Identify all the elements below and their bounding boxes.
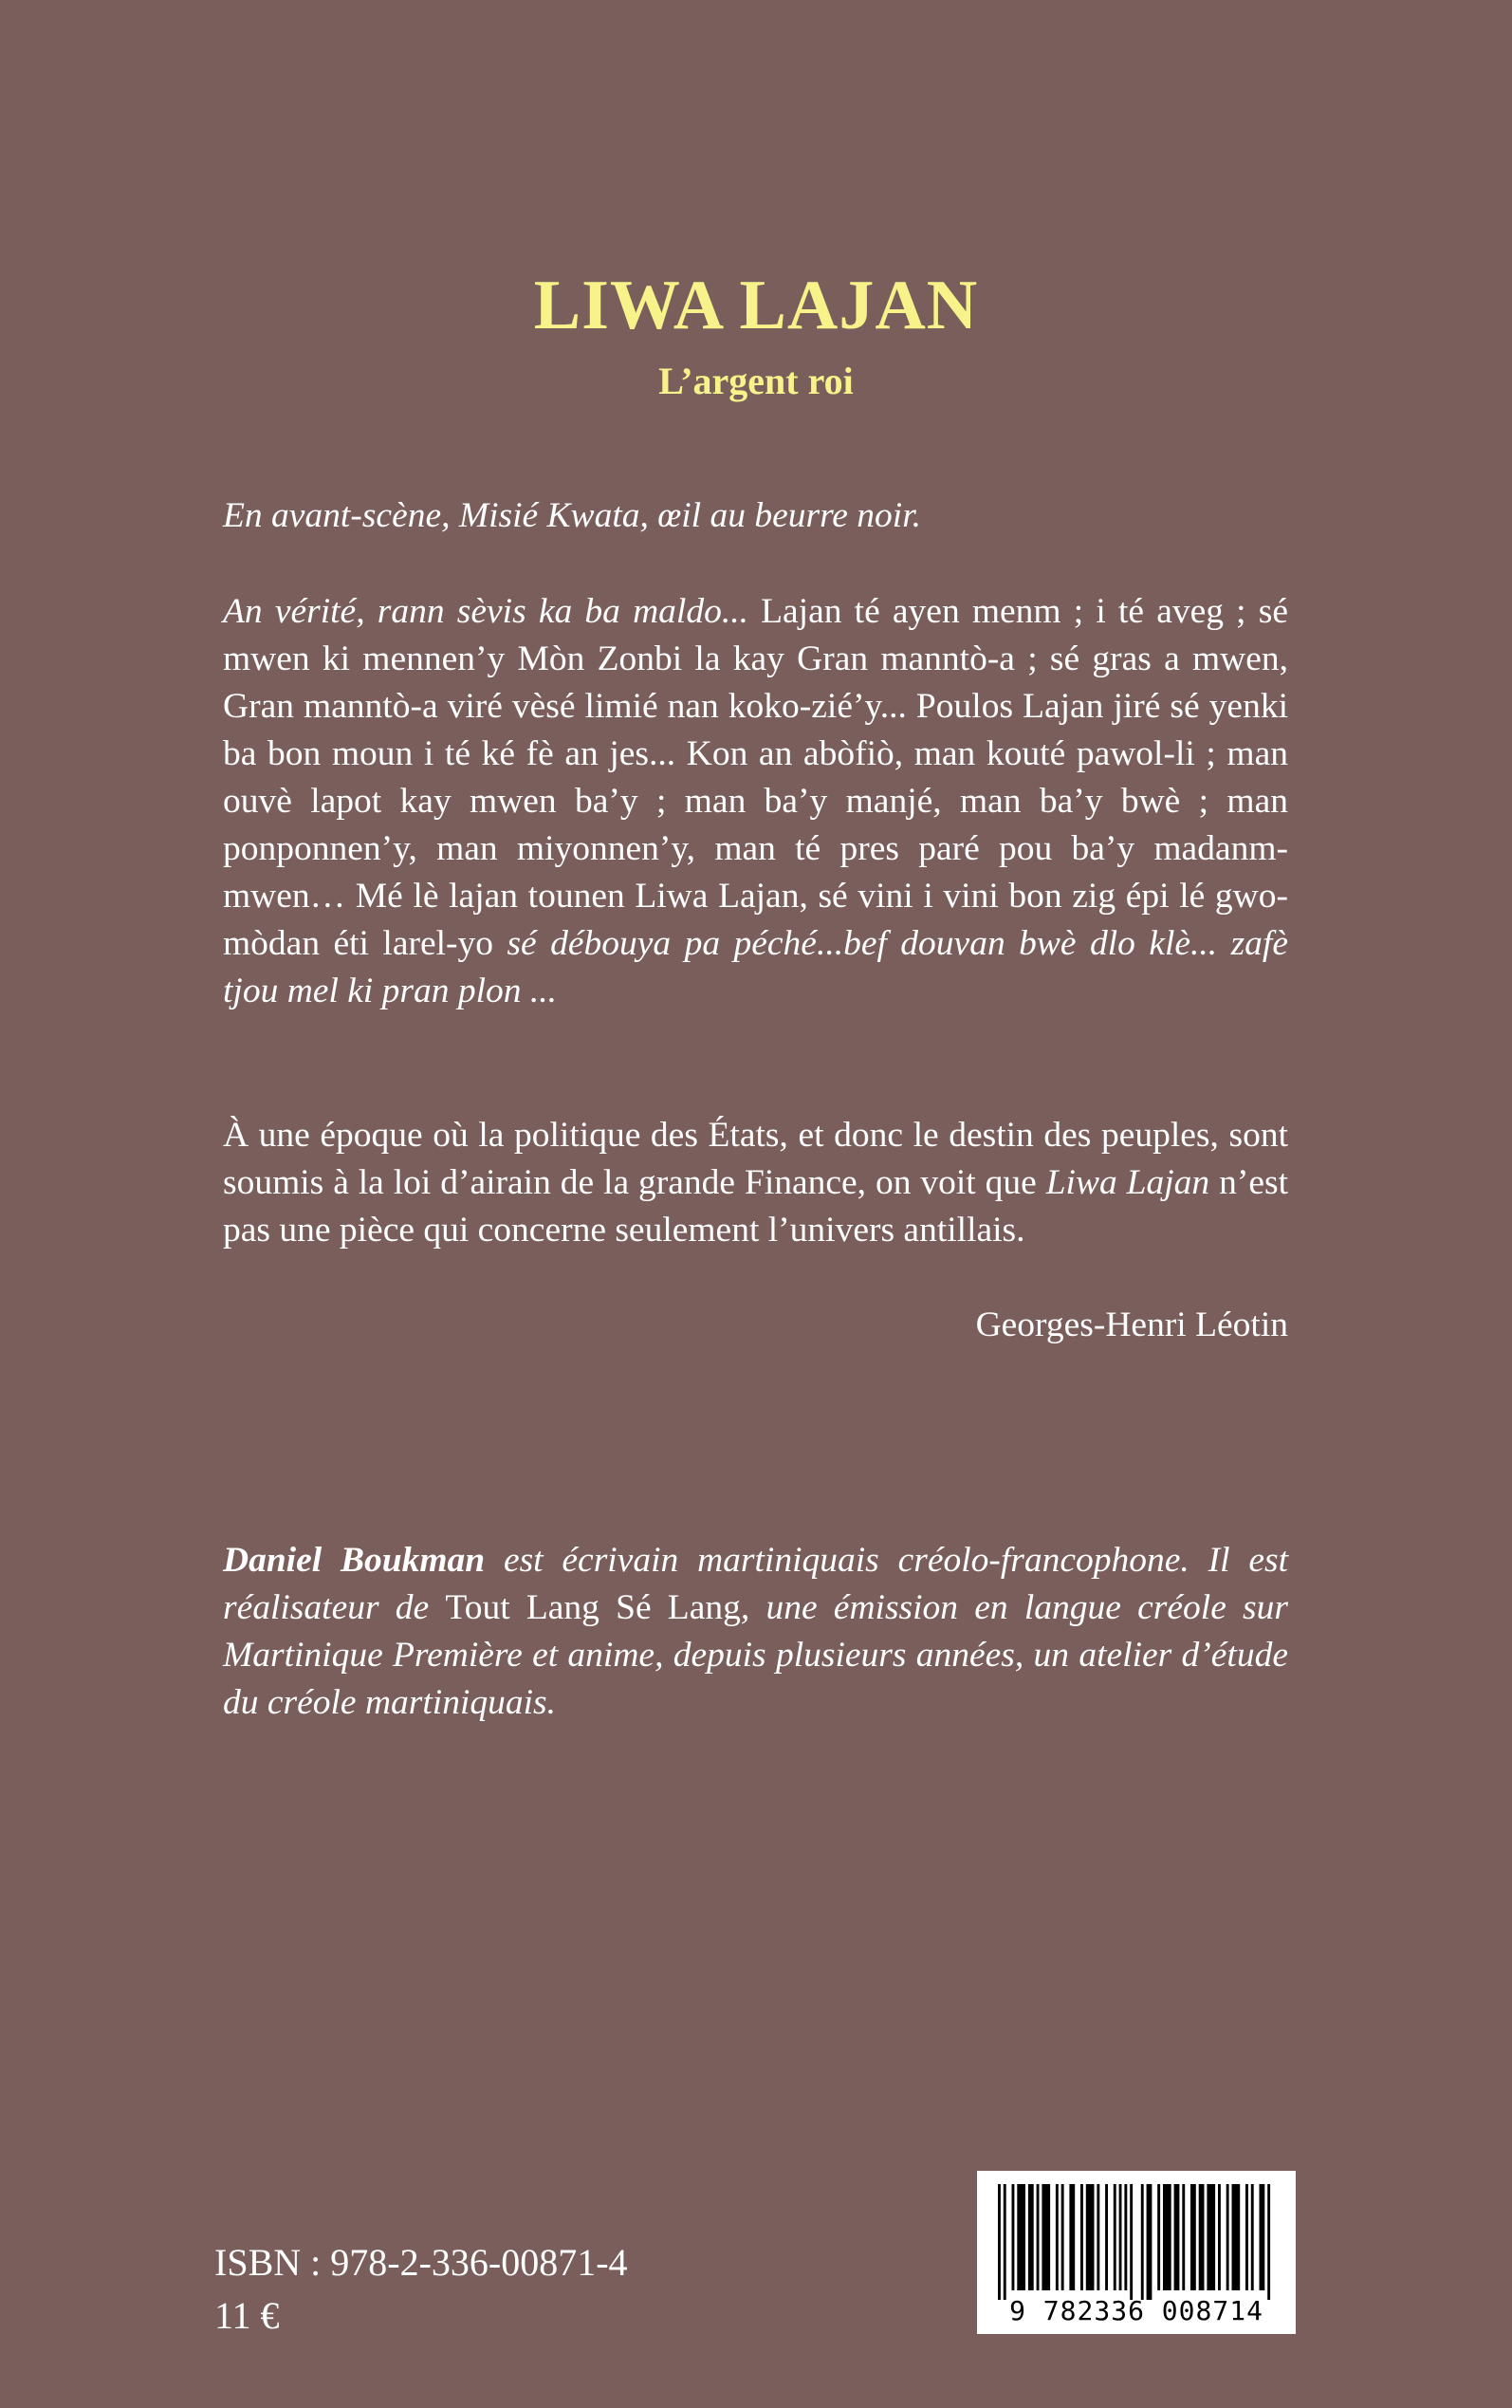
stage-direction-text: En avant-scène, Misié Kwata, œil au beurre noir. [223,496,922,535]
barcode-bar [1163,2184,1171,2290]
author-bio [223,1537,1288,1727]
monologue-paragraph [223,588,1288,1015]
monologue-body: Lajan té ayen menm ; i té aveg ; sé mwen ki mennen’y Mòn Zonbi la kay Gran manntò-a ; sé gras a mwen, Gran manntò-a viré vèsé limié nan koko-zié’y... Poulos Lajan jiré sé yenki ba bon moun i té ké fè an jes... Kon an abòfiò, man kouté pawol-li ; man ouvè lapot kay mwen ba’y ; man ba’y manjé, man ba’y bwè ; man ponponnen’y, man miyonnen’y, man té pres paré pou ba’y madanm-mwen… Mé lè lajan tounen Liwa Lajan, sé vini i vini bon zig épi lé gwo-mòdan éti larel-yo [223,592,1288,963]
barcode-bar [1114,2184,1116,2290]
barcode-bar [1028,2184,1034,2290]
barcode-bar [1105,2184,1108,2290]
barcode-bar [1147,2184,1152,2300]
barcode-bar [1012,2184,1015,2290]
barcode-bar [1207,2184,1215,2290]
barcode-bar [1080,2184,1083,2290]
barcode-bar [1086,2184,1095,2290]
barcode-bar [1130,2184,1133,2300]
bio-show-name: Tout Lang Sé Lang [445,1588,741,1627]
barcode-bar [1097,2184,1099,2290]
essay-paragraph [223,1112,1288,1254]
barcode-bar [1119,2184,1122,2290]
barcode-bar [1042,2184,1050,2290]
essay-play-title: Liwa Lajan [1045,1163,1210,1202]
barcode-bar [1190,2184,1196,2290]
book-title: LIWA LAJAN [533,267,979,344]
barcode-bar [1061,2184,1064,2290]
essay-part-1: À une époque où la politique des États, et donc le destin des peuples, sont soumis à la loi d’airain de la grande Finance, on voit que [223,1116,1288,1202]
barcode-bar [1037,2184,1040,2290]
essay-author: Georges-Henri Léotin [975,1306,1288,1344]
barcode-bar [1251,2184,1254,2290]
barcode-bar [1218,2184,1221,2290]
barcode [977,2171,1296,2334]
bio-part-1: est écrivain martiniquais créolo-francophone. Il est réalisateur de [223,1541,1288,1627]
barcode-bar [1199,2184,1205,2290]
barcode-bar [998,2184,1001,2300]
barcode-bar [1182,2184,1185,2290]
barcode-bar [1245,2184,1248,2290]
bio-author-name: Daniel Boukman [223,1541,486,1580]
isbn-label: ISBN : 978-2-336-00871-4 [214,2241,628,2284]
price-label: 11 € [214,2294,280,2337]
barcode-bar [1017,2184,1025,2290]
barcode-digits: 9 782336 008714 [1009,2295,1263,2326]
essay-part-2: n’est pas une pièce qui concerne seulement l’univers antillais. [223,1163,1288,1250]
monologue-closing: sé débouya pa péché...bef douvan bwè dlo klè... zafè tjou mel ki pran plon ... [223,924,1288,1010]
barcode-bar [1267,2184,1270,2300]
barcode-bar [1232,2184,1241,2290]
monologue-opening: An vérité, rann sèvis ka ba maldo... [223,592,748,631]
bio-part-2: , une émission en langue créole sur Martinique Première et anime, depuis plusieurs années, un atelier d’étude du créole martiniquais. [223,1588,1288,1722]
barcode-bar [1260,2184,1265,2290]
barcode-bar [1004,2184,1006,2300]
barcode-bar [1226,2184,1229,2290]
barcode-bar [1124,2184,1127,2290]
barcode-bar [1056,2184,1059,2290]
barcode-bar [1069,2184,1075,2290]
stage-direction [223,492,1288,540]
barcode-bar [1174,2184,1180,2290]
book-subtitle: L’argent roi [658,360,854,402]
barcode-bar [1141,2184,1144,2300]
barcode-bar [1157,2184,1160,2290]
